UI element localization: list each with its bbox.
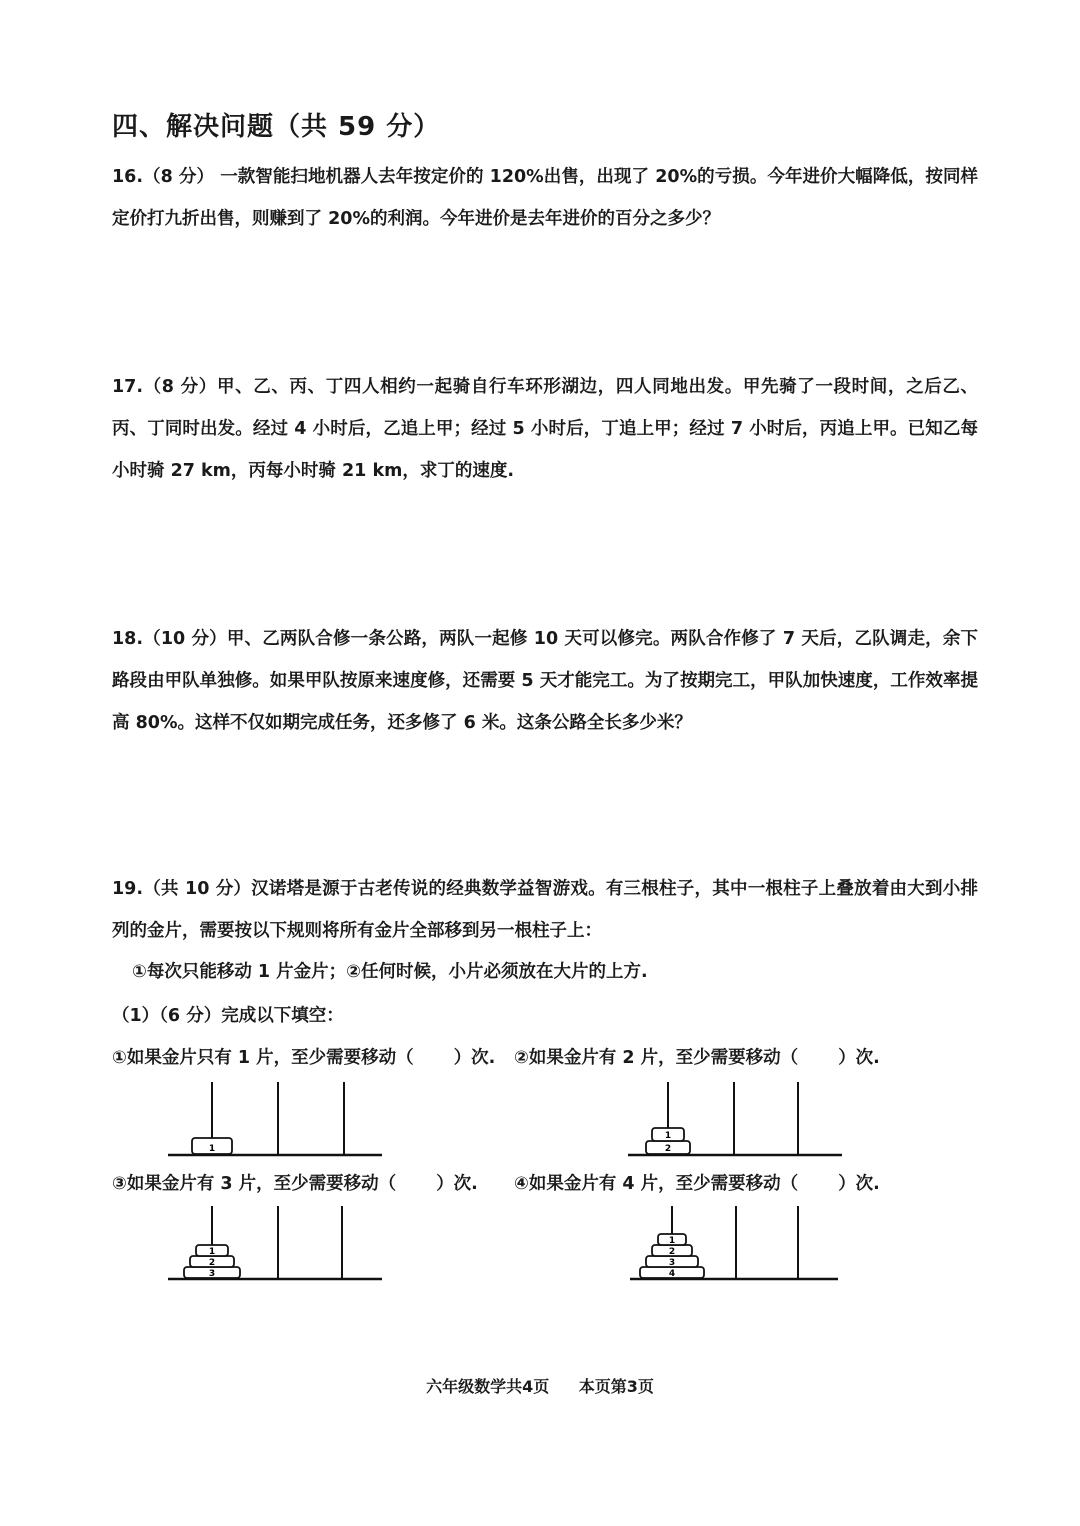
hanoi-3-disk-3 <box>184 1267 240 1279</box>
fill-blank-3-prefix: ③如果金片有 3 片，至少需要移动（ <box>112 1174 397 1194</box>
hanoi-3-disk-1 <box>196 1245 228 1257</box>
fill-blank-4 <box>514 1170 880 1195</box>
hanoi-1-disk-1 <box>192 1138 232 1154</box>
disk-label: 1 <box>668 1236 676 1246</box>
disk-label: 1 <box>664 1131 672 1141</box>
hanoi-figure-3 <box>160 1200 390 1284</box>
hanoi-figure-4 <box>622 1200 852 1284</box>
hanoi-4-disk-4 <box>640 1267 704 1279</box>
question-19-rules: ①每次只能移动 1 片金片；②任何时候，小片必须放在大片的上方. <box>132 962 648 982</box>
question-16: 16.（8 分） 一款智能扫地机器人去年按定价的 120%出售，出现了 20%的亏损。今年进价大幅降低，按同样定价打九折出售，则赚到了 20%的利润。今年进价是去年进价的百分之多少？ <box>112 167 978 229</box>
fill-blank-2-suffix: ）次. <box>838 1048 880 1068</box>
disk-label: 2 <box>668 1247 676 1257</box>
hanoi-3-disk-2 <box>190 1256 234 1268</box>
fill-blank-4-prefix: ④如果金片有 4 片，至少需要移动（ <box>514 1174 799 1194</box>
disk-label: 1 <box>208 1144 216 1154</box>
hanoi-figure-1 <box>160 1076 390 1160</box>
fill-blank-2 <box>514 1044 880 1069</box>
fill-blank-1-prefix: ①如果金片只有 1 片，至少需要移动（ <box>112 1048 414 1068</box>
disk-label: 4 <box>668 1269 676 1279</box>
hanoi-2-disk-2 <box>646 1141 690 1154</box>
question-17: 17.（8 分）甲、乙、丙、丁四人相约一起骑自行车环形湖边，四人同地出发。甲先骑了一段时间，之后乙、丙、丁同时出发。经过 4 小时后，乙追上甲；经过 5 小时后，丁追上甲；经过 7 小时后，丙追上甲。已知乙每小时骑 27 km，丙每小时骑 21 km，求丁的速度. <box>112 377 978 481</box>
disk-label: 1 <box>208 1247 216 1257</box>
fill-blank-2-prefix: ②如果金片有 2 片，至少需要移动（ <box>514 1048 799 1068</box>
disk-label: 3 <box>668 1258 676 1268</box>
question-19-part1: （1）（6 分）完成以下填空： <box>112 1006 344 1026</box>
hanoi-4-disk-2 <box>652 1245 692 1257</box>
disk-label: 3 <box>208 1269 216 1279</box>
fill-blank-4-suffix: ）次. <box>838 1174 880 1194</box>
disk-label: 2 <box>664 1144 672 1154</box>
disk-label: 2 <box>208 1258 216 1268</box>
hanoi-4-disk-1 <box>658 1234 686 1246</box>
footer-current-page: 本页第3页 <box>578 1377 654 1396</box>
page-footer <box>0 1374 1080 1397</box>
fill-blank-1-suffix: ）次. <box>453 1048 496 1068</box>
hanoi-4-disk-3 <box>646 1256 698 1268</box>
fill-blank-3 <box>112 1170 478 1195</box>
footer-total-pages: 六年级数学共4页 <box>426 1377 550 1396</box>
question-19-intro: 19.（共 10 分）汉诺塔是源于古老传说的经典数学益智游戏。有三根柱子，其中一根柱子上叠放着由大到小排列的金片，需要按以下规则将所有金片全部移到另一根柱子上： <box>112 879 978 941</box>
hanoi-figure-2 <box>620 1076 850 1160</box>
hanoi-2-disk-1 <box>652 1128 684 1141</box>
fill-blank-3-suffix: ）次. <box>436 1174 478 1194</box>
fill-blank-1 <box>112 1044 495 1069</box>
question-18: 18.（10 分）甲、乙两队合修一条公路，两队一起修 10 天可以修完。两队合作修了 7 天后，乙队调走，余下路段由甲队单独修。如果甲队按原来速度修，还需要 5 天才能完工。为了按期完工，甲队加快速度，工作效率提高 80%。这样不仅如期完成任务，还多修了 6 米。这条公路全长多少米？ <box>112 629 978 733</box>
section-title: 四、解决问题（共 59 分） <box>112 112 441 142</box>
